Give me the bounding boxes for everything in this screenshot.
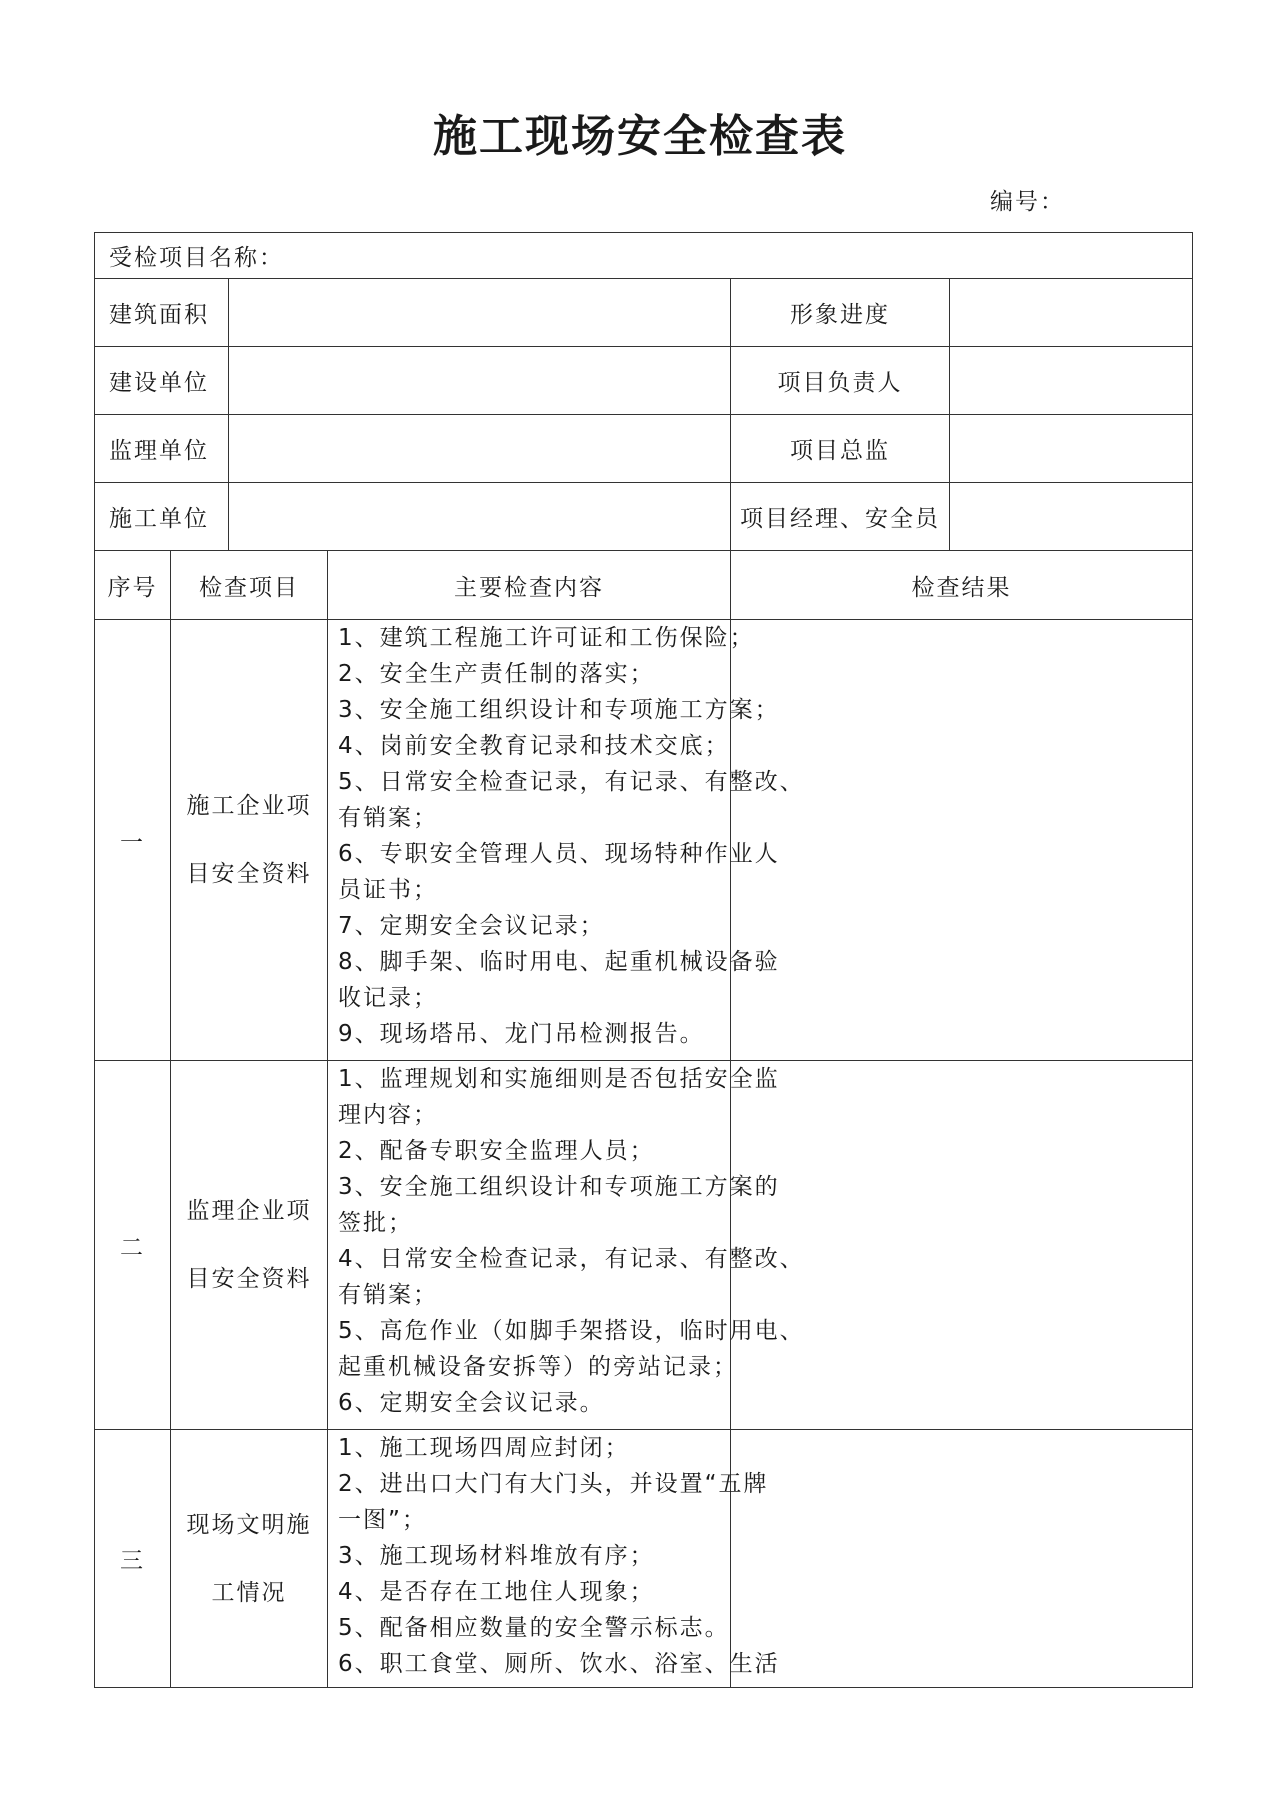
section-seq: 二 — [95, 1061, 171, 1430]
content-line: 8、脚手架、临时用电、起重机械设备验 — [338, 949, 780, 975]
section-result[interactable] — [731, 620, 1193, 1061]
content-line: 4、日常安全检查记录，有记录、有整改、 — [338, 1246, 805, 1272]
content-line: 签批； — [338, 1210, 413, 1236]
section-row — [95, 620, 1193, 1061]
info-row — [95, 415, 1193, 483]
info-left-value[interactable] — [229, 347, 731, 415]
content-line: 理内容； — [338, 1102, 438, 1128]
section-item-name — [171, 1430, 328, 1688]
content-line: 收记录； — [338, 985, 438, 1011]
content-line: 有销案； — [338, 1282, 438, 1308]
section-seq: 三 — [95, 1430, 171, 1688]
content-line: 有销案； — [338, 805, 438, 831]
section-item-line: 工情况 — [211, 1579, 287, 1606]
section-item-line: 目安全资料 — [186, 1266, 312, 1292]
section-result[interactable] — [731, 1061, 1193, 1430]
content-line: 9、现场塔吊、龙门吊检测报告。 — [338, 1021, 705, 1047]
content-line: 2、进出口大门有大门头，并设置“五牌 — [338, 1471, 769, 1497]
content-line: 2、安全生产责任制的落实； — [338, 661, 655, 687]
document-title: 施工现场安全检查表 — [433, 111, 847, 162]
inspection-table — [94, 232, 1193, 1688]
info-left-value[interactable] — [229, 279, 731, 347]
info-right-value[interactable] — [950, 347, 1193, 415]
header-item: 检查项目 — [171, 551, 328, 620]
content-line: 起重机械设备安拆等）的旁站记录； — [338, 1354, 738, 1380]
content-line: 2、配备专职安全监理人员； — [338, 1138, 655, 1164]
content-line: 5、日常安全检查记录，有记录、有整改、 — [338, 769, 805, 795]
content-line: 1、建筑工程施工许可证和工伤保险； — [338, 625, 755, 651]
project-name-label: 受检项目名称： — [95, 233, 1193, 279]
project-name-row — [95, 233, 1193, 279]
info-row — [95, 347, 1193, 415]
section-seq: 一 — [95, 620, 171, 1061]
content-line: 4、岗前安全教育记录和技术交底； — [338, 733, 730, 759]
doc-number-label: 编号： — [990, 189, 1065, 215]
info-right-value[interactable] — [950, 279, 1193, 347]
content-line: 一图”； — [338, 1507, 427, 1533]
info-left-label: 监理单位 — [95, 415, 229, 483]
section-result[interactable] — [731, 1430, 1193, 1688]
content-line: 6、职工食堂、厕所、饮水、浴室、生活 — [338, 1651, 780, 1677]
content-line: 1、监理规划和实施细则是否包括安全监 — [338, 1066, 780, 1092]
section-item-line: 现场文明施 — [186, 1511, 312, 1538]
table-header-row — [95, 551, 1193, 620]
info-left-value[interactable] — [229, 483, 731, 551]
info-right-label: 项目总监 — [731, 415, 950, 483]
info-row — [95, 483, 1193, 551]
section-item-name — [171, 1061, 328, 1430]
info-right-value[interactable] — [950, 415, 1193, 483]
section-item-name — [171, 620, 328, 1061]
section-row — [95, 1061, 1193, 1430]
content-line: 员证书； — [338, 877, 438, 903]
content-line: 5、配备相应数量的安全警示标志。 — [338, 1615, 730, 1641]
section-item-line: 目安全资料 — [186, 861, 312, 887]
content-line: 5、高危作业（如脚手架搭设，临时用电、 — [338, 1318, 805, 1344]
info-right-label: 形象进度 — [731, 279, 950, 347]
info-left-label: 建筑面积 — [95, 279, 229, 347]
section-item-line: 施工企业项 — [186, 793, 312, 819]
header-seq: 序号 — [95, 551, 171, 620]
content-line: 6、专职安全管理人员、现场特种作业人 — [338, 841, 780, 867]
info-right-label: 项目经理、安全员 — [731, 483, 950, 551]
section-content — [328, 1061, 805, 1430]
info-left-value[interactable] — [229, 415, 731, 483]
section-row — [95, 1430, 1193, 1688]
content-line: 3、施工现场材料堆放有序； — [338, 1543, 655, 1569]
header-result: 检查结果 — [731, 551, 1193, 620]
section-item-line: 监理企业项 — [186, 1198, 312, 1224]
content-line: 1、施工现场四周应封闭； — [338, 1435, 630, 1461]
info-left-label: 建设单位 — [95, 347, 229, 415]
info-left-label: 施工单位 — [95, 483, 229, 551]
info-row — [95, 279, 1193, 347]
section-content — [328, 620, 805, 1061]
content-line: 7、定期安全会议记录； — [338, 913, 605, 939]
info-right-value[interactable] — [950, 483, 1193, 551]
section-content — [328, 1430, 780, 1688]
content-line: 4、是否存在工地住人现象； — [338, 1579, 655, 1605]
content-line: 6、定期安全会议记录。 — [338, 1390, 605, 1416]
content-line: 3、安全施工组织设计和专项施工方案的 — [338, 1174, 780, 1200]
header-content: 主要检查内容 — [328, 551, 731, 620]
info-right-label: 项目负责人 — [731, 347, 950, 415]
content-line: 3、安全施工组织设计和专项施工方案； — [338, 697, 780, 723]
